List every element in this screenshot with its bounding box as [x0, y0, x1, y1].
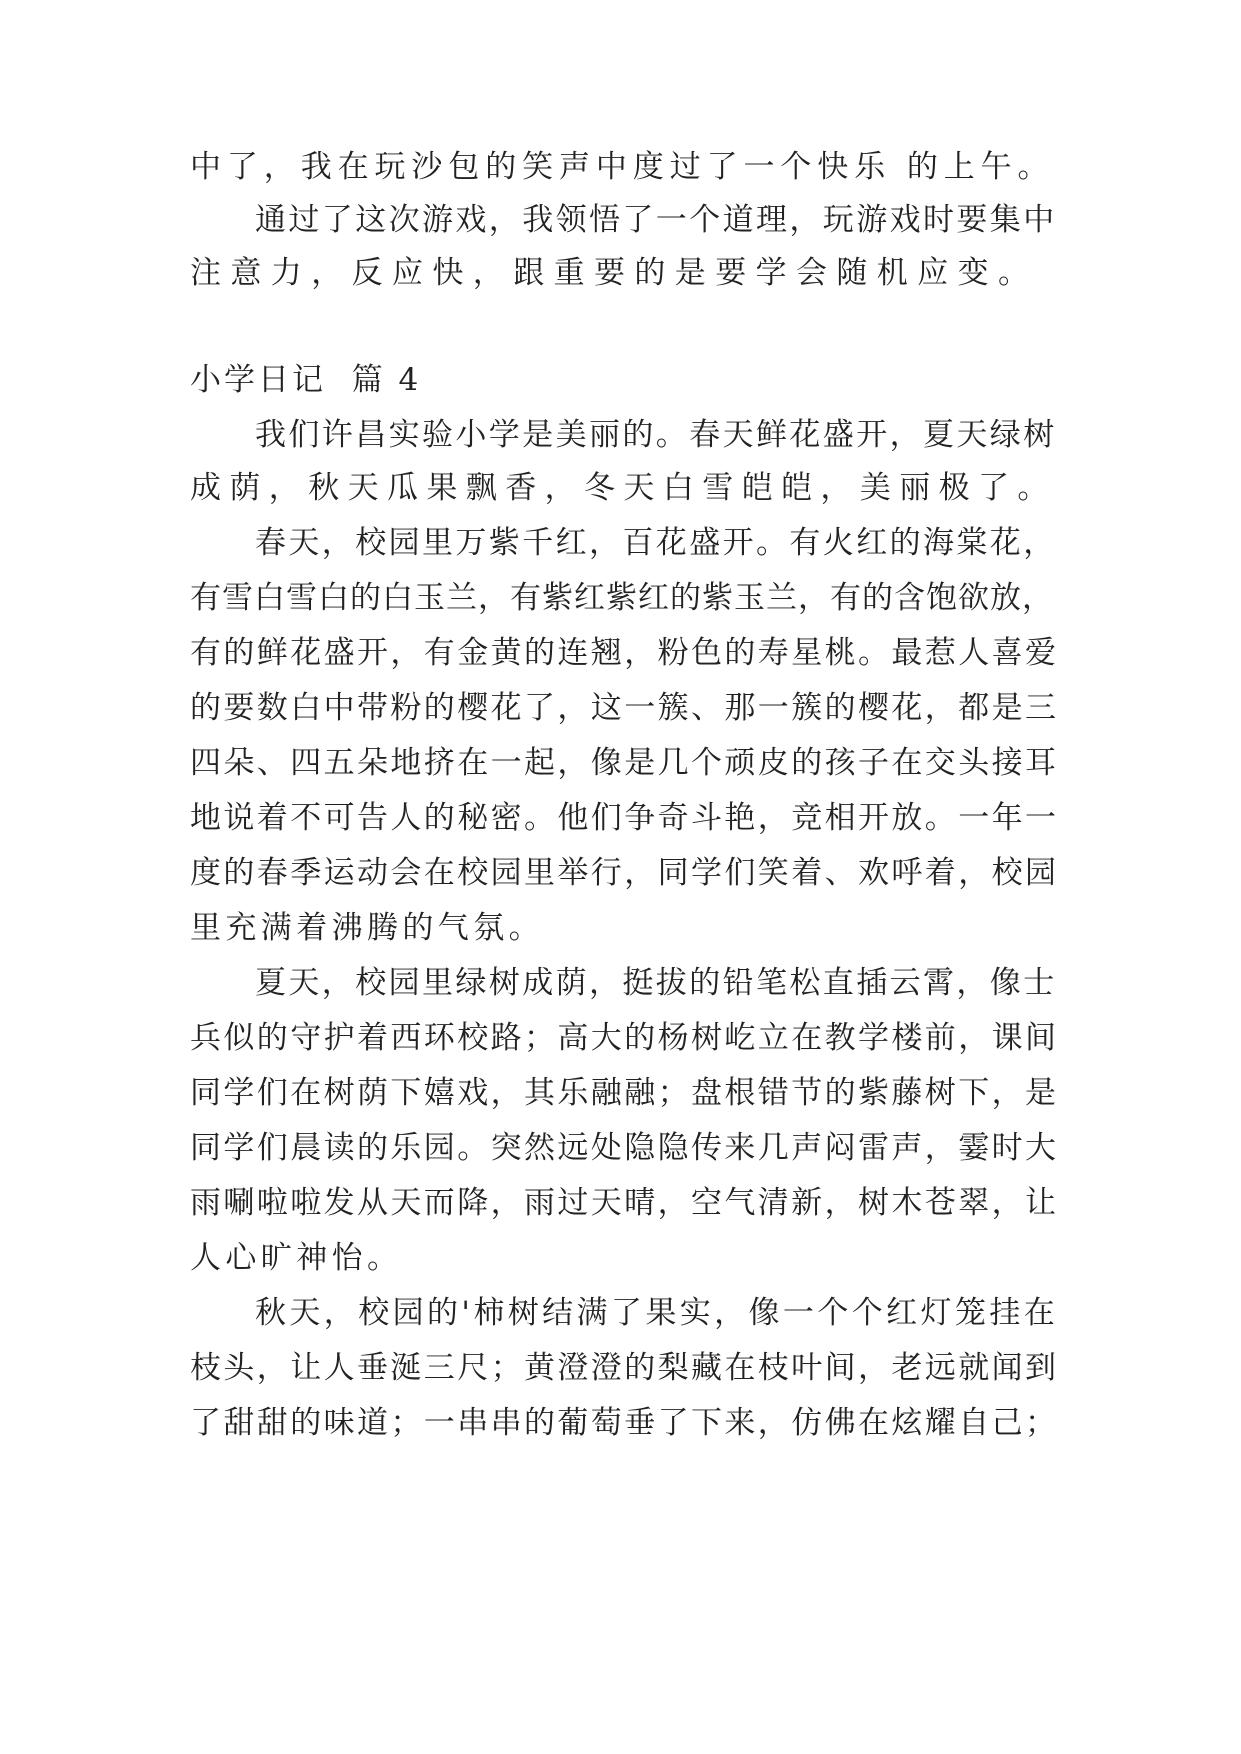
paragraph-line: 四朵、四五朵地挤在一起，像是几个顽皮的孩子在交头接耳 — [190, 745, 1059, 781]
paragraph-line: 了甜甜的味道；一串串的葡萄垂了下来，仿佛在炫耀自己； — [190, 1405, 1059, 1441]
paragraph-line: 有的鲜花盛开，有金黄的连翘，粉色的寿星桃。最惹人喜爱 — [190, 635, 1059, 671]
paragraph-line: 注意力，反应快，跟重要的是要学会随机应变。 — [190, 255, 1039, 291]
section-heading: 小学日记 篇 4 — [190, 362, 422, 398]
paragraph-line: 的要数白中带粉的樱花了，这一簇、那一簇的樱花，都是三 — [190, 690, 1059, 726]
paragraph-line: 春天，校园里万紫千红，百花盛开。有火红的海棠花， — [255, 525, 1057, 561]
paragraph-line: 通过了这次游戏，我领悟了一个道理，玩游戏时要集中 — [255, 202, 1057, 238]
paragraph-line: 人心旷神怡。 — [190, 1240, 403, 1276]
paragraph-line: 成荫，秋天瓜果飘香，冬天白雪皑皑，美丽极了。 — [190, 470, 1057, 506]
paragraph-line: 兵似的守护着西环校路；高大的杨树屹立在教学楼前，课间 — [190, 1020, 1059, 1056]
paragraph-line: 地说着不可告人的秘密。他们争奇斗艳，竞相开放。一年一 — [190, 800, 1059, 836]
paragraph-line: 同学们在树荫下嬉戏，其乐融融；盘根错节的紫藤树下，是 — [190, 1075, 1059, 1111]
paragraph-line: 枝头，让人垂涎三尺；黄澄澄的梨藏在枝叶间，老远就闻到 — [190, 1350, 1059, 1386]
paragraph-line: 夏天，校园里绿树成荫，挺拔的铅笔松直插云霄，像士 — [255, 965, 1057, 1001]
paragraph-line: 中了，我在玩沙包的笑声中度过了一个快乐 的上午。 — [190, 149, 1055, 185]
paragraph-line: 我们许昌实验小学是美丽的。春天鲜花盛开，夏天绿树 — [255, 417, 1057, 453]
paragraph-line: 秋天，校园的'柿树结满了果实，像一个个红灯笼挂在 — [255, 1295, 1059, 1331]
paragraph-line: 雨唰啦啦发从天而降，雨过天晴，空气清新，树木苍翠，让 — [190, 1185, 1059, 1221]
paragraph-line: 有雪白雪白的白玉兰，有紫红紫红的紫玉兰，有的含饱欲放， — [190, 580, 1054, 616]
paragraph-line: 同学们晨读的乐园。突然远处隐隐传来几声闷雷声，霎时大 — [190, 1130, 1059, 1166]
paragraph-line: 度的春季运动会在校园里举行，同学们笑着、欢呼着，校园 — [190, 855, 1059, 891]
paragraph-line: 里充满着沸腾的气氛。 — [190, 910, 544, 946]
